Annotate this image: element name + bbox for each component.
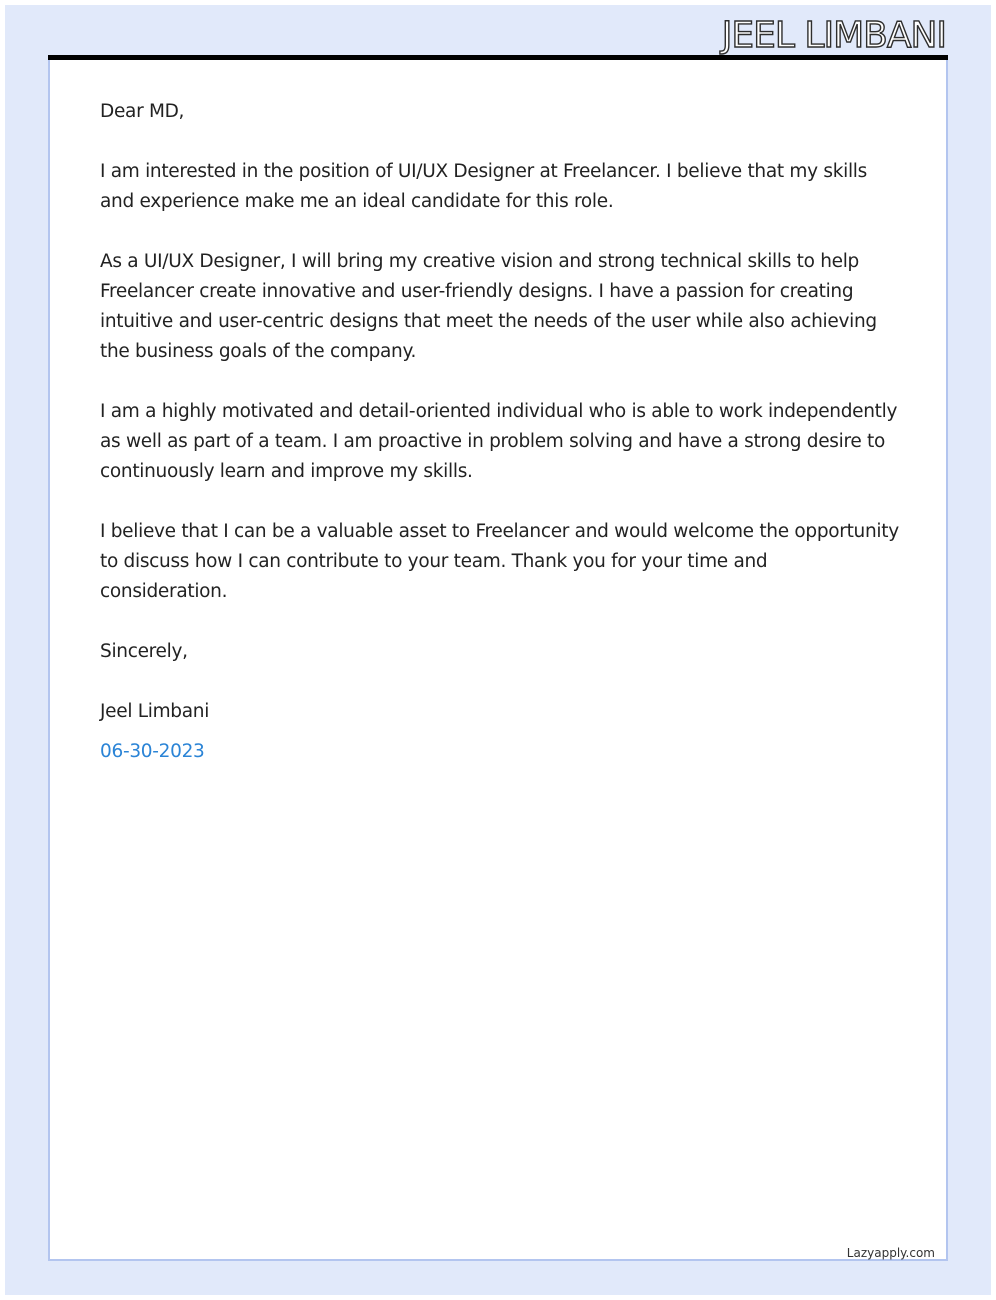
applicant-name-title: JEEL LIMBANI [721, 15, 946, 56]
paragraph-3: I am a highly motivated and detail-oriented individual who is able to work independently as well as part of a team. I am proactive in problem solving and have a strong desire to continuously learn and improve my skills. [100, 401, 898, 482]
paragraph-2: As a UI/UX Designer, I will bring my creative vision and strong technical skills to help Freelancer create innovative and user-friendly designs. I have a passion for creating intuitive and user-centric designs that meet the needs of the user while also achieving the business goals of the company. [100, 251, 877, 362]
footer-brand: Lazyapply.com [846, 1246, 935, 1260]
paragraph-4: I believe that I can be a valuable asset to Freelancer and would welcome the opportunity to discuss how I can contribute to your team. Thank you for your time and consideration. [100, 521, 899, 602]
paragraph-1: I am interested in the position of UI/UX Designer at Freelancer. I believe that my skills and experience make me an ideal candidate for this role. [100, 161, 867, 212]
cover-letter-body [100, 97, 900, 767]
letter-date: 06-30-2023 [100, 741, 205, 762]
closing: Sincerely, [100, 641, 188, 662]
salutation: Dear MD, [100, 101, 185, 122]
signature: Jeel Limbani [100, 701, 210, 722]
